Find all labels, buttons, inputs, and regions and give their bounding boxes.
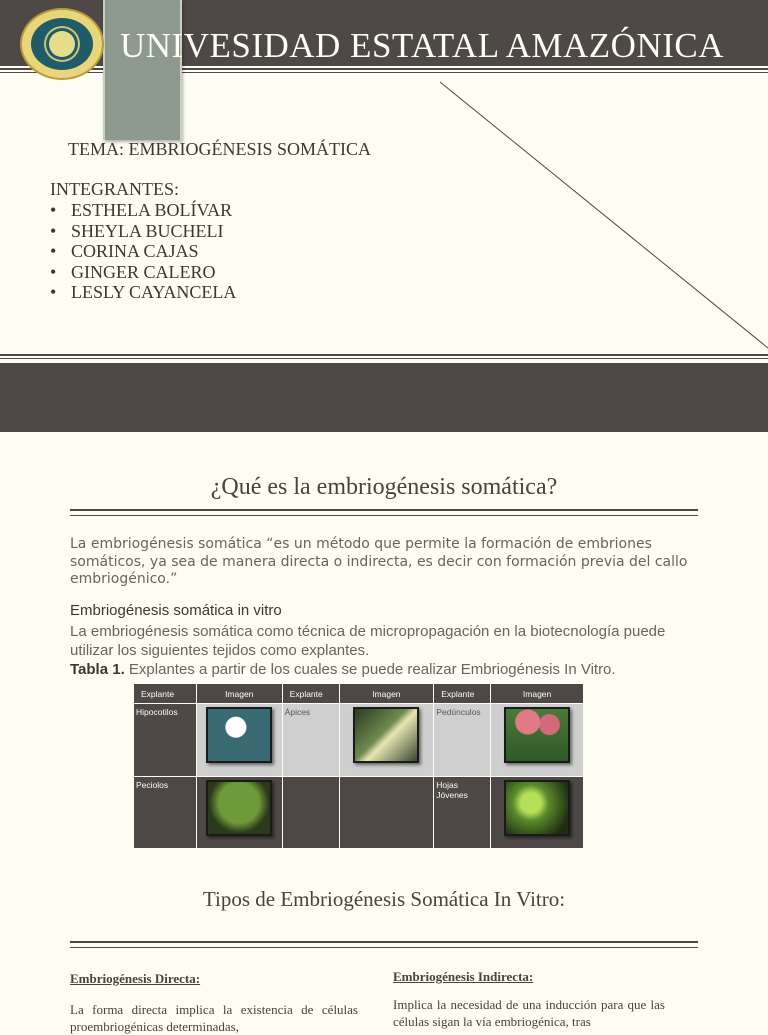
definition-paragraph: La embriogénesis somática “es un método que permite la formación de embriones somáticos, ya sea de manera directa o indirecta, es decir con formación previa del callo embriogénico.” <box>70 536 688 587</box>
image-cell <box>196 777 282 849</box>
member-item: • GINGER CALERO <box>50 262 236 283</box>
table-caption <box>70 661 616 678</box>
header-cell: Imagen <box>196 684 282 704</box>
table-row <box>134 704 584 777</box>
members-list <box>50 200 236 303</box>
section-heading: ¿Qué es la embriogénesis somática? <box>210 474 558 500</box>
empty-cell <box>339 777 434 849</box>
explant-cell: Hipocotilos <box>134 704 197 777</box>
footer-bar <box>0 363 768 432</box>
image-cell <box>491 704 584 777</box>
indirect-column <box>393 969 665 1030</box>
direct-column <box>70 971 358 1035</box>
image-cell <box>339 704 434 777</box>
bookmark-ribbon <box>103 0 182 140</box>
empty-cell <box>282 777 339 849</box>
topic-title: TEMA: EMBRIOGÉNESIS SOMÁTICA <box>68 139 372 159</box>
indirect-text: Implica la necesidad de una inducción para que las células sigan la vía embriogénica, tras <box>393 997 665 1029</box>
table-row <box>134 777 584 849</box>
apex-photo <box>353 707 419 763</box>
explant-cell: Ápices <box>282 704 339 777</box>
title-slide <box>0 0 768 432</box>
explant-cell: Hojas Jóvenes <box>434 777 491 849</box>
university-seal-logo <box>20 8 104 80</box>
member-item: • SHEYLA BUCHELI <box>50 221 236 242</box>
member-item: • LESLY CAYANCELA <box>50 282 236 303</box>
types-heading: Tipos de Embriogénesis Somática In Vitro: <box>202 887 566 911</box>
image-cell <box>196 704 282 777</box>
explants-table <box>133 683 584 849</box>
header-cell: Explante <box>282 684 339 704</box>
heading-rule <box>70 509 698 511</box>
types-rule <box>70 941 698 943</box>
header-cell: Imagen <box>491 684 584 704</box>
subheading: Embriogénesis somática in vitro <box>70 602 282 619</box>
hypocotyl-photo <box>206 707 272 763</box>
petiole-photo <box>206 780 272 836</box>
table-caption-label: Tabla 1. <box>70 661 125 678</box>
members-label: INTEGRANTES: <box>50 179 179 199</box>
footer-rule-thin <box>0 358 768 359</box>
direct-text: La forma directa implica la existencia de células proembriogénicas determinadas, <box>70 1002 358 1034</box>
member-item: • ESTHELA BOLÍVAR <box>50 200 236 221</box>
indirect-title: Embriogénesis Indirecta: <box>393 969 534 984</box>
image-cell <box>491 777 584 849</box>
footer-rule <box>0 354 768 356</box>
intro-paragraph: La embriogénesis somática como técnica de micropropagación en la biotecnología puede utilizar los siguientes tejidos como explantes. <box>70 623 666 659</box>
direct-title: Embriogénesis Directa: <box>70 971 201 986</box>
explant-cell: Pedúnculos <box>434 704 491 777</box>
header-cell: Explante <box>434 684 491 704</box>
heading-rule-thin <box>70 515 698 516</box>
young-leaves-photo <box>504 780 570 836</box>
explant-cell: Peciolos <box>134 777 197 849</box>
header-cell: Imagen <box>339 684 434 704</box>
table-caption-text: Explantes a partir de los cuales se puede realizar Embriogénesis In Vitro. <box>124 661 616 678</box>
peduncle-photo <box>504 707 570 763</box>
table-header-row <box>134 684 584 704</box>
types-rule-thin <box>70 947 698 948</box>
header-cell: Explante <box>134 684 197 704</box>
university-title: UNIVESIDAD ESTATAL AMAZÓNICA <box>120 26 725 65</box>
member-item: • CORINA CAJAS <box>50 241 236 262</box>
